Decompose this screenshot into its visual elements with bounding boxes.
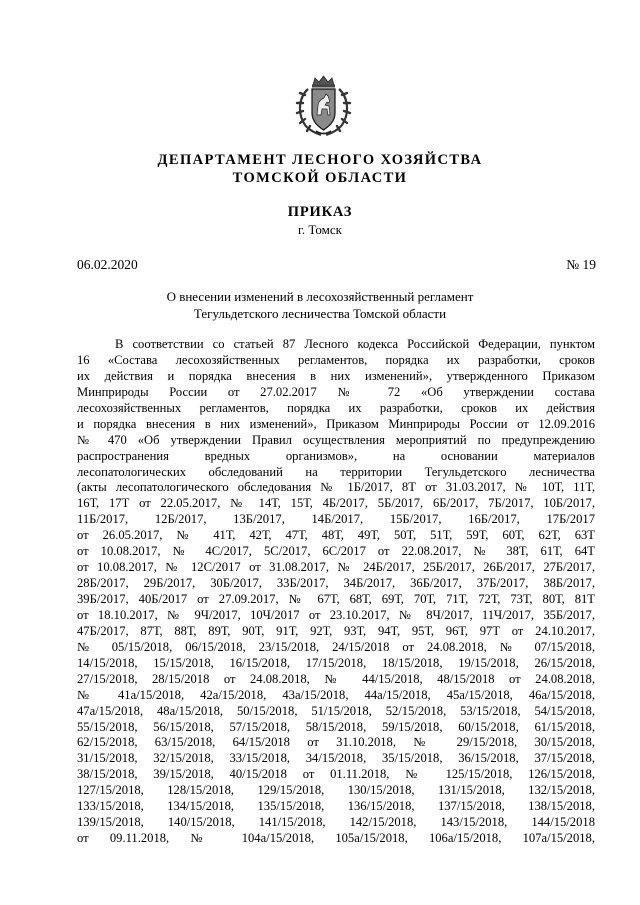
subject-line: Тегульдетского лесничества Томской области [193,305,447,321]
body-line: 133/15/2018, 134/15/2018, 135/15/2018, 136/15/2018, 137/15/2018, 138/15/2018, [77,799,595,814]
body-line: лесопатологических обследований на территории Тегульдетского лесничества [77,464,595,479]
body-line: от 09.11.2018, № 104а/15/2018, 105а/15/2018, 106а/15/2018, 107а/15/2018, [77,831,595,846]
body-line: от 26.05.2017, № 41Т, 42Т, 47Т, 48Т, 49Т, 50Т, 51Т, 59Т, 60Т, 62Т, 63Т [77,528,595,543]
document-type: ПРИКАЗ [287,204,353,220]
body-line: их действия и порядка внесения в них изменений», утвержденного Приказом [77,368,595,383]
department-title-line2: ТОМСКОЙ ОБЛАСТИ [232,170,408,186]
document-date: 06.02.2020 [77,257,138,272]
body-line: 11Б/2017, 12Б/2017, 13Б/2017, 14Б/2017, 15Б/2017, 16Б/2017, 17Б/2017 [77,512,595,527]
document-number: № 19 [566,257,596,272]
coat-of-arms-icon [295,75,352,137]
department-title-line1: ДЕПАРТАМЕНТ ЛЕСНОГО ХОЗЯЙСТВА [157,152,483,168]
body-line: 27/15/2018, 28/15/2018 от 24.08.2018, № 44/15/2018, 48/15/2018 от 24.08.2018, [77,671,595,686]
body-line: от 18.10.2017, № 9Ч/2017, 10Ч/2017 от 23.10.2017, № 8Ч/2017, 11Ч/2017, 35Б/2017, [77,607,595,622]
body-line: 31/15/2018, 32/15/2018, 33/15/2018, 34/15/2018, 35/15/2018, 36/15/2018, 37/15/2018, [77,751,595,766]
document-body [77,337,595,847]
body-line: 38/15/2018, 39/15/2018, 40/15/2018 от 01.11.2018, № 125/15/2018, 126/15/2018, [77,767,595,782]
body-line: и порядка внесения в них изменений», Приказом Минприроды России от 12.09.2016 [77,416,595,431]
city: г. Томск [298,222,342,237]
body-line: распространения вредных организмов», на основании материалов [77,448,595,463]
body-line: 62/15/2018, 63/15/2018, 64/15/2018 от 31.10.2018, № 29/15/2018, 30/15/2018, [77,735,595,750]
body-line: 55/15/2018, 56/15/2018, 57/15/2018, 58/15/2018, 59/15/2018, 60/15/2018, 61/15/2018, [77,719,595,734]
body-line: 28Б/2017, 29Б/2017, 30Б/2017, 33Б/2017, 34Б/2017, 36Б/2017, 37Б/2017, 38Б/2017, [77,576,595,591]
body-line: от 10.08.2017, № 12С/2017 от 31.08.2017, № 24Б/2017, 25Б/2017, 26Б/2017, 27Б/2017, [77,560,595,575]
body-line: В соответствии со статьей 87 Лесного кодекса Российской Федерации, пунктом [115,337,595,351]
body-line: 16Т, 17Т от 22.05.2017, № 14Т, 15Т, 4Б/2017, 5Б/2017, 6Б/2017, 7Б/2017, 10Б/2017, [77,496,595,511]
body-line: 14/15/2018, 15/15/2018, 16/15/2018, 17/15/2018, 18/15/2018, 19/15/2018, 26/15/2018, [77,655,595,670]
body-line: 39Б/2017, 40Б/2017 от 27.09.2017, № 67Т, 68Т, 69Т, 70Т, 71Т, 72Т, 73Т, 80Т, 81Т [77,592,595,606]
subject-line: О внесении изменений в лесохозяйственный регламент [166,289,474,304]
body-line: 47Б/2017, 87Т, 88Т, 89Т, 90Т, 91Т, 92Т, 93Т, 94Т, 95Т, 96Т, 97Т от 24.10.2017, [77,623,595,638]
body-line: (акты лесопатологического обследования № 1Б/2017, 8Т от 31.03.2017, № 10Т, 11Т, [77,480,595,495]
body-line: 16 «Состава лесохозяйственных регламентов, порядка их разработки, сроков [77,352,595,367]
body-line: 139/15/2018, 140/15/2018, 141/15/2018, 142/15/2018, 143/15/2018, 144/15/2018 [77,815,595,830]
body-line: № 470 «Об утверждении Правил осуществления мероприятий по предупреждению [77,432,595,447]
body-line: 127/15/2018, 128/15/2018, 129/15/2018, 130/15/2018, 131/15/2018, 132/15/2018, [77,783,595,798]
body-line: лесохозяйственных регламентов, порядка их разработки, сроков их действия [77,400,595,415]
body-line: от 10.08.2017, № 4С/2017, 5С/2017, 6С/2017 от 22.08.2017, № 38Т, 61Т, 64Т [77,544,595,559]
body-line: № 05/15/2018, 06/15/2018, 23/15/2018, 24/15/2018 от 24.08.2018, № 07/15/2018, [77,639,595,654]
body-line: № 41а/15/2018, 42а/15/2018, 43а/15/2018, 44а/15/2018, 45а/15/2018, 46а/15/2018, [77,687,595,702]
body-line: Минприроды России от 27.02.2017 № 72 «Об утверждении состава [77,384,595,399]
body-line: 47а/15/2018, 48а/15/2018, 50/15/2018, 51/15/2018, 52/15/2018, 53/15/2018, 54/15/2018, [77,703,595,718]
document-subject [0,289,640,322]
